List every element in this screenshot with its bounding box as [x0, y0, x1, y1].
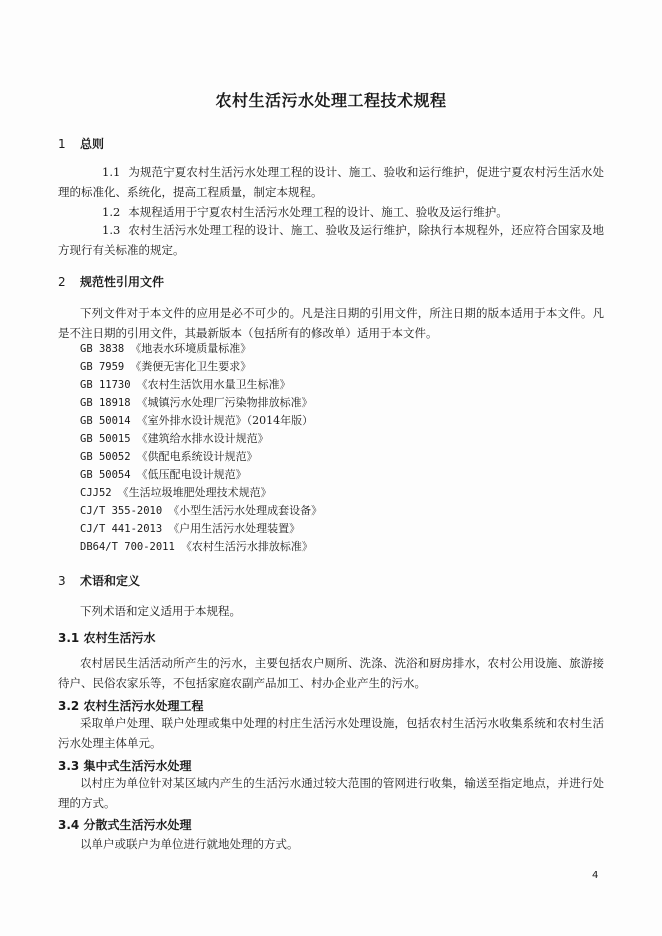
- reference-title: 《户用生活污水处理装置》: [168, 522, 301, 535]
- section-title: 总则: [80, 137, 105, 151]
- reference-item: [80, 376, 291, 395]
- section-2-intro: 下列文件对于本文件的应用是必不可少的。凡是注日期的引用文件，所注日期的版本适用于本文件。凡是不注日期的引用文件，其最新版本（包括所有的修改单）适用于本文件。: [58, 306, 604, 340]
- term-3-4-definition: 以单户或联户为单位进行就地处理的方式。: [80, 837, 299, 851]
- reference-item: [80, 358, 251, 377]
- clause-text: 农村生活污水处理工程的设计、施工、验收及运行维护，除执行本规程外，还应符合国家及地方现行有关标准的规定。: [58, 223, 604, 257]
- reference-title: 《室外排水设计规范》（2014年版）: [136, 414, 314, 427]
- reference-item: [80, 538, 313, 557]
- section-3-intro: 下列术语和定义适用于本规程。: [80, 604, 241, 618]
- term-number: 3.2: [58, 699, 80, 713]
- reference-title: 《小型生活污水处理成套设备》: [168, 504, 323, 517]
- reference-item: [80, 484, 272, 503]
- clause-1-2: [58, 202, 604, 222]
- reference-item: [80, 448, 258, 467]
- clause-1-3: [58, 220, 604, 260]
- reference-code: GB 50014: [80, 415, 131, 427]
- reference-title: 《城镇污水处理厂污染物排放标准》: [136, 396, 313, 409]
- section-2-heading: [58, 273, 164, 290]
- term-3-1-heading: [58, 629, 155, 646]
- section-number: 1: [58, 137, 66, 151]
- reference-code: GB 50052: [80, 451, 131, 463]
- term-3-3-heading: [58, 757, 191, 774]
- document-title: 农村生活污水处理工程技术规程: [215, 91, 447, 110]
- term-name: 农村生活污水: [83, 631, 156, 645]
- reference-title: 《低压配电设计规范》: [136, 468, 247, 481]
- reference-item: [80, 430, 269, 449]
- reference-code: GB 50015: [80, 433, 131, 445]
- term-name: 分散式生活污水处理: [83, 818, 192, 832]
- reference-title: 《生活垃圾堆肥处理技术规范》: [117, 486, 272, 499]
- term-3-4-heading: [58, 816, 191, 833]
- reference-item: [80, 394, 313, 413]
- reference-code: GB 50054: [80, 469, 131, 481]
- term-number: 3.3: [58, 759, 80, 773]
- reference-item: [80, 340, 251, 359]
- reference-code: GB 7959: [80, 361, 125, 373]
- reference-code: GB 3838: [80, 343, 125, 355]
- section-title: 术语和定义: [80, 574, 141, 588]
- page-number: 4: [592, 870, 599, 881]
- term-name: 农村生活污水处理工程: [83, 699, 204, 713]
- clause-number: 1.2: [102, 205, 121, 219]
- section-number: 2: [58, 275, 66, 289]
- reference-item: [80, 502, 322, 521]
- reference-item: [80, 466, 247, 485]
- term-3-3-definition: 以村庄为单位针对某区域内产生的生活污水通过较大范围的管网进行收集，输送至指定地点，并进行处理的方式。: [58, 776, 604, 810]
- term-name: 集中式生活污水处理: [83, 759, 192, 773]
- reference-title: 《粪便无害化卫生要求》: [130, 360, 252, 373]
- section-title: 规范性引用文件: [80, 275, 165, 289]
- clause-1-1: [58, 162, 604, 202]
- section-3-heading: [58, 572, 140, 589]
- reference-item: [80, 520, 300, 539]
- reference-title: 《农村生活污水排放标准》: [180, 540, 313, 553]
- reference-code: CJ/T 441-2013: [80, 523, 163, 535]
- reference-code: DB64/T 700-2011: [80, 541, 175, 553]
- clause-text: 本规程适用于宁夏农村生活污水处理工程的设计、施工、验收及运行维护。: [128, 205, 508, 219]
- reference-code: GB 18918: [80, 397, 131, 409]
- reference-title: 《供配电系统设计规范》: [136, 450, 258, 463]
- section-number: 3: [58, 574, 66, 588]
- reference-title: 《建筑给水排水设计规范》: [136, 432, 269, 445]
- reference-code: CJJ52: [80, 487, 112, 499]
- clause-number: 1.1: [102, 165, 121, 179]
- term-number: 3.4: [58, 818, 80, 832]
- term-3-1-definition: 农村居民生活活动所产生的污水，主要包括农户厕所、洗涤、洗浴和厨房排水，农村公用设施、旅游接待户、民俗农家乐等，不包括家庭农副产品加工、村办企业产生的污水。: [58, 656, 604, 690]
- section-1-heading: [58, 135, 104, 152]
- reference-item: [80, 412, 313, 431]
- term-3-2-definition: 采取单户处理、联户处理或集中处理的村庄生活污水处理设施，包括农村生活污水收集系统和农村生活污水处理主体单元。: [58, 716, 604, 750]
- reference-title: 《农村生活饮用水量卫生标准》: [136, 378, 291, 391]
- reference-code: GB 11730: [80, 379, 131, 391]
- reference-title: 《地表水环境质量标准》: [130, 342, 252, 355]
- term-3-2-heading: [58, 697, 203, 714]
- clause-text: 为规范宁夏农村生活污水处理工程的设计、施工、验收和运行维护，促进宁夏农村污生活水处理的标准化、系统化，提高工程质量，制定本规程。: [58, 165, 604, 199]
- term-number: 3.1: [58, 631, 80, 645]
- clause-number: 1.3: [102, 223, 121, 237]
- reference-code: CJ/T 355-2010: [80, 505, 163, 517]
